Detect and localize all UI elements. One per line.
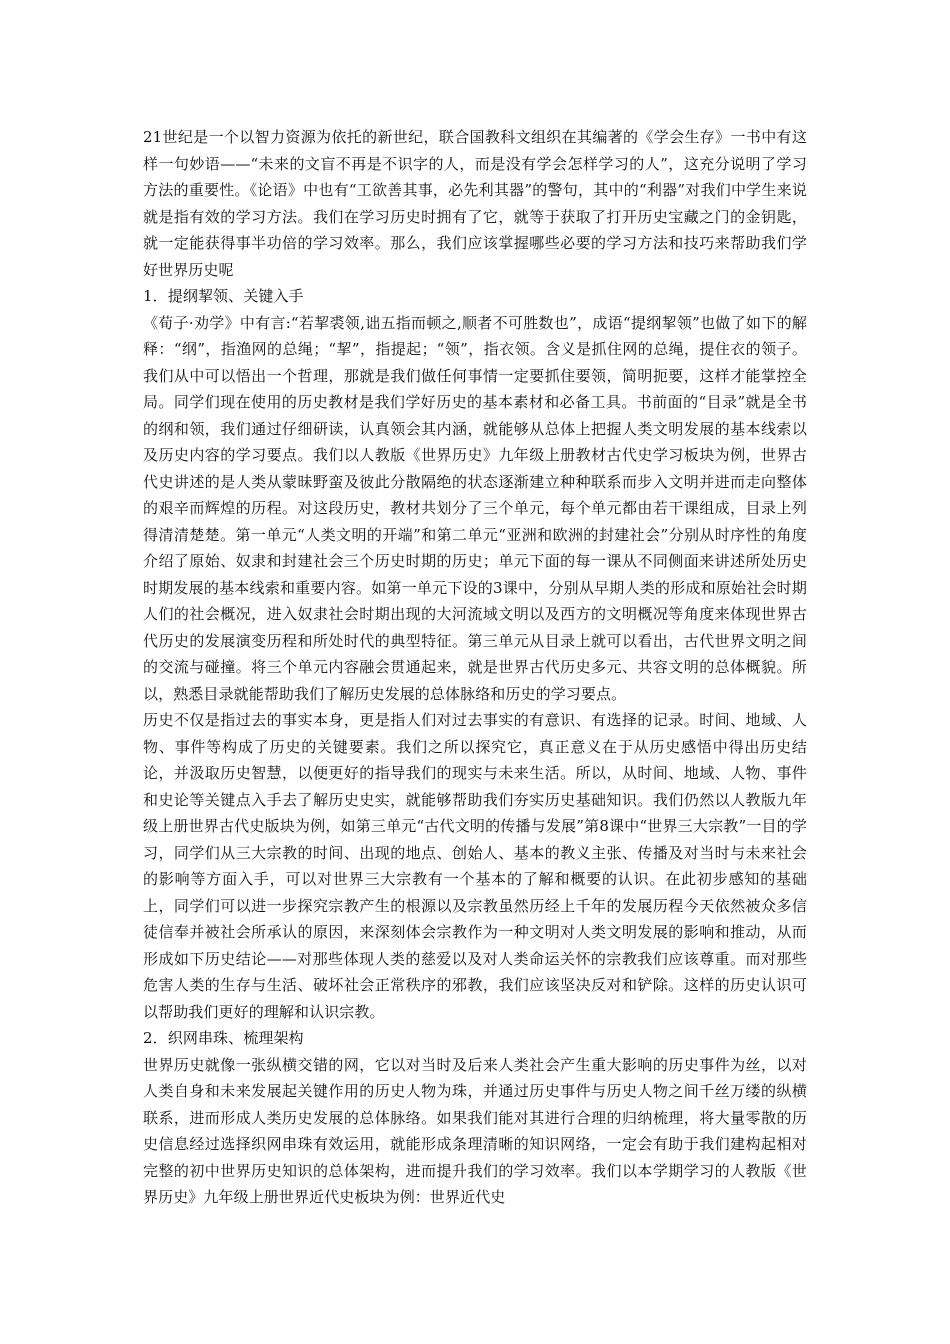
body-paragraph: 历史不仅是指过去的事实本身，更是指人们对过去事实的有意识、有选择的记录。时间、地域、人物、事件等构成了历史的关键要素。我们之所以探究它，真正意义在于从历史感悟中得出历史结论，并汲取历史智慧，以便更好的指导我们的现实与未来生活。所以，从时间、地域、人物、事件和史论等关键点入手去了解历史史实，就能够帮助我们夯实历史基础知识。我们仍然以人教版九年级上册世界古代史版块为例，如第三单元“古代文明的传播与发展”第8课中“世界三大宗教”一目的学习，同学们从三大宗教的时间、出现的地点、创始人、基本的教义主张、传播及对当时与未来社会的影响等方面入手，可以对世界三大宗教有一个基本的了解和概要的认识。在此初步感知的基础上，同学们可以进一步探究宗教产生的根源以及宗教虽然历经上千年的发展历程今天依然被众多信徒信奉并被社会所承认的原因，来深刻体会宗教作为一种文明对人类文明发展的影响和推动，从而形成如下历史结论——对那些体现人类的慈爱以及对人类命运关怀的宗教我们应该尊重。而对那些危害人类的生存与生活、破坏社会正常秩序的邪教，我们应该坚决反对和铲除。这样的历史认识可以帮助我们更好的理解和认识宗教。 (143, 711, 807, 1021)
body-paragraph: 《荀子·劝学》中有言:“若挈裘领,诎五指而顿之,顺者不可胜数也”，成语“提纲挈领”也做了如下的解释：“纲”，指渔网的总绳；“挈”，指提起；“领”，指衣领。含义是抓住网的总绳，提住衣的领子。我们从中可以悟出一个哲理，那就是我们做任何事情一定要抓住要领，简明扼要，这样才能掌控全局。同学们现在使用的历史教材是我们学好历史的基本素材和必备工具。书前面的“目录”就是全书的纲和领，我们通过仔细研读，认真领会其内涵，就能够从总体上把握人类文明发展的基本线索以及历史内容的学习要点。我们以人教版《世界历史》九年级上册教材古代史学习板块为例，世界古代史讲述的是人类从蒙昧野蛮及彼此分散隔绝的状态逐渐建立种种联系而步入文明并进而走向整体的艰辛而辉煌的历程。对这段历史，教材共划分了三个单元，每个单元都由若干课组成，目录上列得清清楚楚。第一单元“人类文明的开端”和第二单元“亚洲和欧洲的封建社会”分别从时序性的角度介绍了原始、奴隶和封建社会三个历史时期的历史；单元下面的每一课从不同侧面来讲述所处历史时期发展的基本线索和重要内容。如第一单元下设的3课中，分别从早期人类的形成和原始社会时期人们的社会概况，进入奴隶社会时期出现的大河流域文明以及西方的文明概况等角度来体现世界古代历史的发展演变历程和所处时代的典型特征。第三单元从目录上就可以看出，古代世界文明之间的交流与碰撞。将三个单元内容融会贯通起来，就是世界古代历史多元、共容文明的总体概貌。所以，熟悉目录就能帮助我们了解历史发展的总体脉络和历史的学习要点。 (143, 313, 807, 703)
intro-paragraph: 21世纪是一个以智力资源为依托的新世纪，联合国教科文组织在其编著的《学会生存》一书中有这样一句妙语——“未来的文盲不再是不识字的人，而是没有学会怎样学习的人”，这充分说明了学习方法的重要性。《论语》中也有“工欲善其事，必先利其器”的警句，其中的“利器”对我们中学生来说就是指有效的学习方法。我们在学习历史时拥有了它，就等于获取了打开历史宝藏之门的金钥匙，就一定能获得事半功倍的学习效率。那么，我们应该掌握哪些必要的学习方法和技巧来帮助我们学好世界历史呢 (143, 128, 807, 279)
body-paragraph: 世界历史就像一张纵横交错的网，它以对当时及后来人类社会产生重大影响的历史事件为丝，以对人类自身和未来发展起关键作用的历史人物为珠，并通过历史事件与历史人物之间千丝万缕的纵横联系，进而形成人类历史发展的总体脉络。如果我们能对其进行合理的归纳梳理，将大量零散的历史信息经过选择织网串珠有效运用，就能形成条理清晰的知识网络，一定会有助于我们建构起相对完整的初中世界历史知识的总体架构，进而提升我们的学习效率。我们以本学期学习的人教版《世界历史》九年级上册世界近代史板块为例：世界近代史 (143, 1055, 807, 1206)
document-body (143, 124, 807, 1211)
section-heading-1: 1．提纲挈领、关键入手 (143, 287, 304, 305)
section-heading-2: 2．织网串珠、梳理架构 (143, 1029, 304, 1047)
